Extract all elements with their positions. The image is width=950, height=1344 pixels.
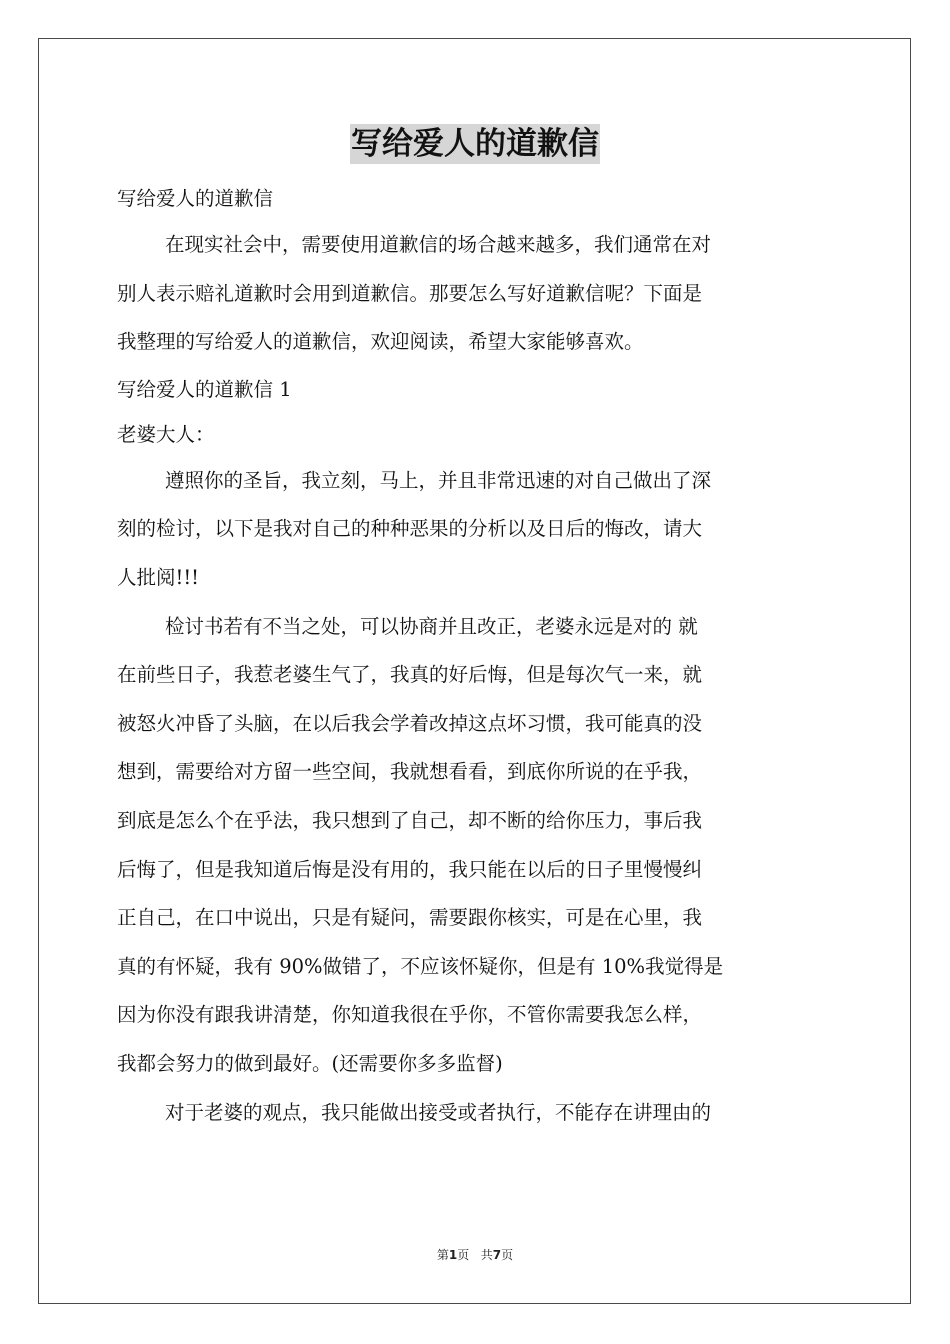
document-title: 写给爱人的道歉信 [351, 126, 599, 162]
document-body [117, 176, 835, 1137]
para1-line: 刻的检讨，以下是我对自己的种种恶果的分析以及日后的悔改，请大 [117, 517, 703, 541]
para2-line: 因为你没有跟我讲清楚，你知道我很在乎你，不管你需要我怎么样， [117, 1003, 703, 1027]
intro-line: 我整理的写给爱人的道歉信，欢迎阅读，希望大家能够喜欢。 [117, 330, 644, 354]
section-heading: 写给爱人的道歉信 1 [117, 377, 292, 401]
para2-line: 后悔了，但是我知道后悔是没有用的，我只能在以后的日子里慢慢纠 [117, 857, 703, 881]
subtitle: 写给爱人的道歉信 [117, 187, 274, 210]
para1-line: 人批阅!!! [117, 565, 200, 589]
para2-line: 正自己，在口中说出，只是有疑问，需要跟你核实，可是在心里，我 [117, 906, 703, 930]
para2-line: 在前些日子，我惹老婆生气了，我真的好后悔，但是每次气一来，就 [117, 663, 703, 687]
para1-line: 遵照你的圣旨，我立刻，马上，并且非常迅速的对自己做出了深 [165, 468, 712, 492]
intro-line: 在现实社会中，需要使用道歉信的场合越来越多，我们通常在对 [165, 233, 712, 256]
salutation: 老婆大人： [117, 422, 215, 446]
title-container [0, 124, 950, 164]
footer-total-prefix: 共 [480, 1248, 493, 1262]
para2-line: 想到，需要给对方留一些空间，我就想看看，到底你所说的在乎我， [117, 760, 703, 784]
footer-total-pages: 7 [492, 1248, 502, 1262]
footer-page-number: 1 [448, 1248, 458, 1262]
para2-line: 我都会努力的做到最好。(还需要你多多监督) [117, 1051, 503, 1075]
footer-total-unit: 页 [501, 1248, 514, 1262]
para2-line: 检讨书若有不当之处，可以协商并且改正，老婆永远是对的 就 [165, 614, 698, 638]
footer-page-unit: 页 [457, 1248, 470, 1262]
para2-line: 被怒火冲昏了头脑，在以后我会学着改掉这点坏习惯，我可能真的没 [117, 711, 703, 735]
footer-prefix: 第 [436, 1248, 449, 1262]
para3-line: 对于老婆的观点，我只能做出接受或者执行，不能存在讲理由的 [165, 1100, 712, 1124]
para2-line: 到底是怎么个在乎法，我只想到了自己，却不断的给你压力，事后我 [117, 808, 703, 832]
intro-line: 别人表示赔礼道歉时会用到道歉信。那要怎么写好道歉信呢？下面是 [117, 281, 703, 305]
page-footer [0, 1246, 950, 1263]
para2-line: 真的有怀疑，我有 90%做错了，不应该怀疑你，但是有 10%我觉得是 [117, 954, 724, 978]
